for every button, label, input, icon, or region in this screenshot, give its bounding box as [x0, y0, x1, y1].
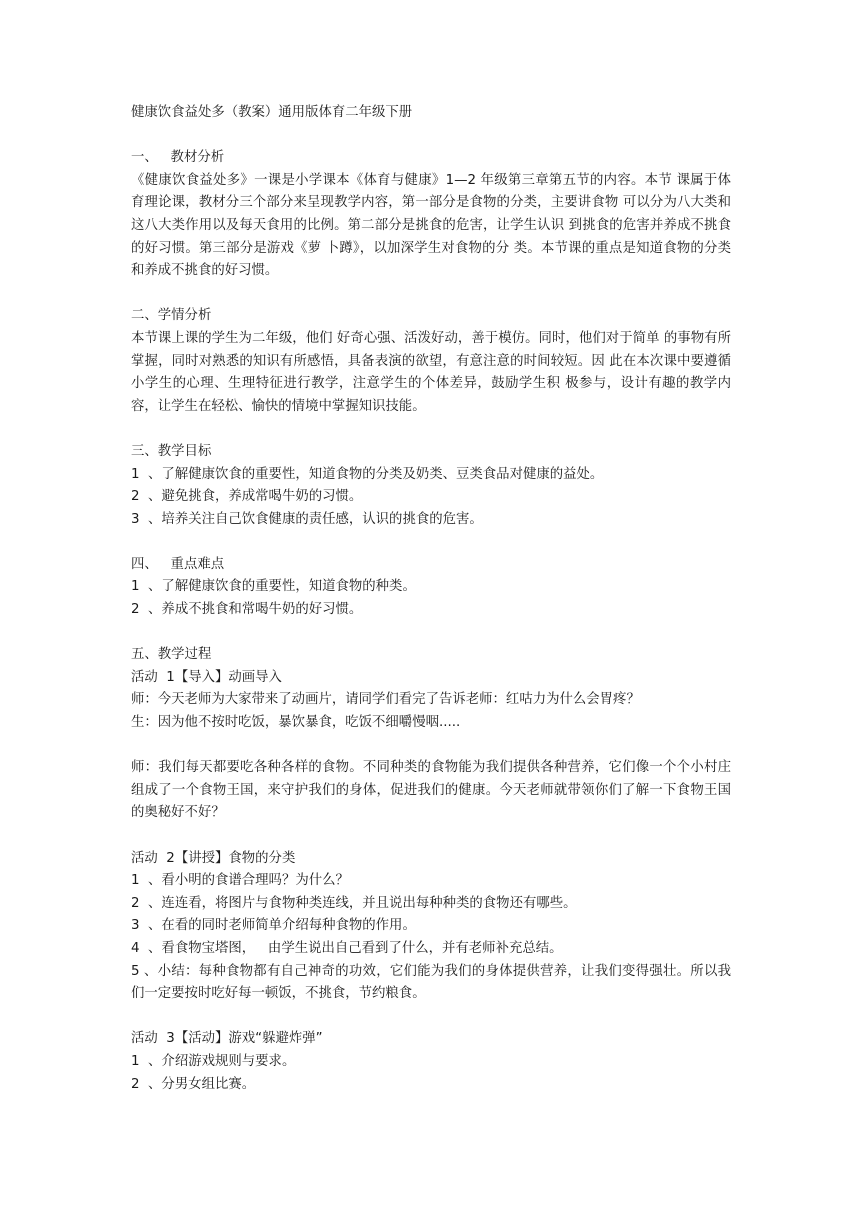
- section-1-body: 《健康饮食益处多》一课是小学课本《体育与健康》1—2 年级第三章第五节的内容。本节 课属于体育理论课，教材分三个部分来呈现教学内容，第一部分是食物的分类，主要讲食物 可以分为八大类和这八大类作用以及每天食用的比例。第二部分是挑食的危害，让学生认识 到挑食的危害并养成不挑食的好习惯。第三部分是游戏《萝 卜蹲》，以加深学生对食物的分 类。本节课的重点是知道食物的分类和养成不挑食的好习惯。: [131, 172, 731, 279]
- list-item: 2 、分男女组比赛。: [131, 1076, 256, 1092]
- list-item: 2 、避免挑食，养成常喝牛奶的习惯。: [131, 489, 363, 505]
- section-5-heading: 五、教学过程: [131, 647, 212, 663]
- document-body: [131, 102, 731, 1096]
- list-item: 4 、看食物宝塔图， 由学生说出自己看到了什么，并有老师补充总结。: [131, 940, 563, 956]
- dialogue-line: 生：因为他不按时吃饭，暴饮暴食，吃饭不细嚼慢咽.....: [131, 715, 461, 731]
- list-item: 2 、连连看，将图片与食物种类连线，并且说出每种种类的食物还有哪些。: [131, 895, 577, 911]
- list-item: 1 、了解健康饮食的重要性，知道食物的种类。: [131, 579, 416, 595]
- activity-2-title: 活动 2【讲授】食物的分类: [131, 850, 296, 866]
- document-title: 健康饮食益处多（教案）通用版体育二年级下册: [131, 105, 413, 120]
- section-2-heading: 二、学情分析: [131, 308, 212, 324]
- section-1-heading: 一、 教材分析: [131, 150, 225, 166]
- section-2-body: 本节课上课的学生为二年级，他们 好奇心强、活泼好动，善于模仿。同时，他们对于简单 的事物有所掌握，同时对熟悉的知识有所感悟，具备表演的欲望，有意注意的时间较短。因 此在本次课中要遵循小学生的心理、生理特征进行教学，注意学生的个体差异，鼓励学生积 极参与，设计有趣的教学内容，让学生在轻松、愉快的情境中掌握知识技能。: [131, 330, 731, 414]
- section-4-heading: 四、 重点难点: [131, 556, 225, 572]
- activity-3-title: 活动 3【活动】游戏“躲避炸弹”: [131, 1031, 323, 1047]
- list-item: 3 、在看的同时老师简单介绍每种食物的作用。: [131, 918, 416, 934]
- activity-1-title: 活动 1【导入】动画导入: [131, 669, 282, 685]
- list-item: 2 、养成不挑食和常喝牛奶的好习惯。: [131, 602, 363, 618]
- list-item: 1 、了解健康饮食的重要性，知道食物的分类及奶类、豆类食品对健康的益处。: [131, 466, 604, 482]
- list-item: 1 、介绍游戏规则与要求。: [131, 1053, 296, 1069]
- activity-1-paragraph: 师：我们每天都要吃各种各样的食物。不同种类的食物能为我们提供各种营养，它们像一个个小村庄组成了一个食物王国，来守护我们的身体，促进我们的健康。今天老师就带领你们了解一下食物王国的奥秘好不好？: [131, 760, 731, 821]
- activity-2-summary: 5 、小结：每种食物都有自己神奇的功效，它们能为我们的身体提供营养，让我们变得强壮。所以我们一定要按时吃好每一顿饭，不挑食，节约粮食。: [131, 963, 731, 1002]
- list-item: 3 、培养关注自己饮食健康的责任感，认识的挑食的危害。: [131, 511, 483, 527]
- list-item: 1 、看小明的食谱合理吗？为什么？: [131, 873, 349, 889]
- dialogue-line: 师：今天老师为大家带来了动画片，请同学们看完了告诉老师：红咕力为什么会胃疼？: [131, 692, 640, 708]
- section-3-heading: 三、教学目标: [131, 443, 212, 459]
